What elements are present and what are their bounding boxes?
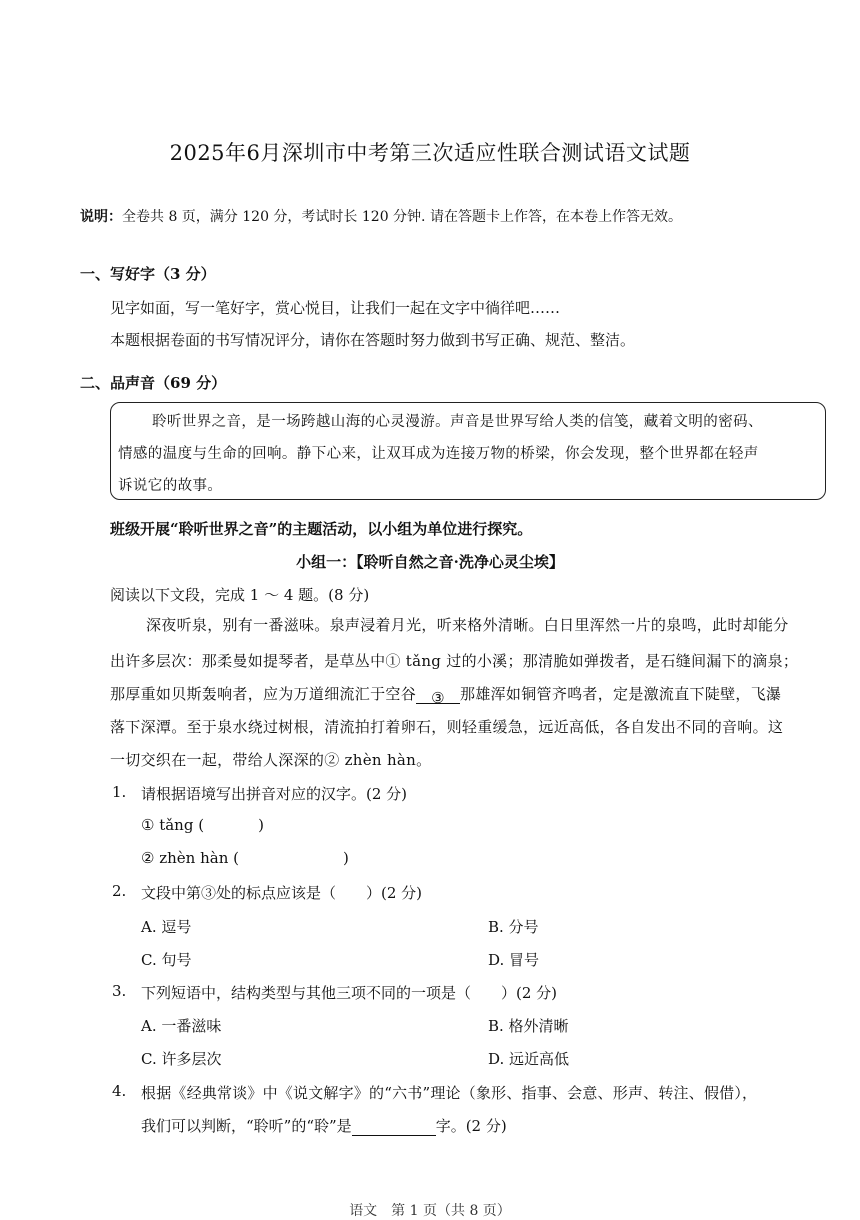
intro-box-line-3: 诉说它的故事。 — [118, 478, 223, 494]
passage-line-3b: 那雄浑如铜管齐鸣者，定是激流直下陡壁，飞瀑 — [460, 685, 782, 703]
blank-marker-3: ③ — [431, 689, 445, 707]
q2-text: 文段中第③处的标点应该是（ ）(2 分) — [141, 884, 423, 902]
q2-option-c: C. 句号 — [141, 951, 192, 969]
q3-option-a: A. 一番滋味 — [141, 1017, 222, 1035]
passage-line-5: 一切交织在一起，带给人深深的② zhèn hàn。 — [110, 751, 432, 769]
passage-line-3a: 那厚重如贝斯轰响者，应为万道细流汇于空谷 — [110, 685, 417, 703]
q3-option-d: D. 远近高低 — [488, 1050, 570, 1068]
q4-answer-blank — [352, 1121, 436, 1136]
q2-option-b: B. 分号 — [488, 918, 539, 936]
passage-line-2: 出许多层次：那柔曼如提琴者，是草丛中① tǎng 过的小溪；那清脆如弹拨者，是石缝间漏下的滴泉； — [110, 652, 799, 670]
q1-item-a-close: ) — [258, 816, 264, 834]
activity-intro: 班级开展“聆听世界之音”的主题活动，以小组为单位进行探究。 — [110, 520, 533, 538]
reading-instruction: 阅读以下文段，完成 1 ～ 4 题。(8 分) — [110, 586, 370, 604]
q1-item-b-close: ) — [342, 849, 349, 867]
q1-number: 1. — [112, 783, 127, 801]
q4-line-2b: 字。(2 分) — [435, 1117, 507, 1135]
section-1-line-2: 本题根据卷面的书写情况评分，请你在答题时努力做到书写正确、规范、整洁。 — [110, 331, 636, 349]
section-1-line-1: 见字如面，写一笔好字，赏心悦目，让我们一起在文字中徜徉吧…… — [110, 299, 561, 317]
q2-option-d: D. 冒号 — [488, 951, 540, 969]
passage-line-3 — [110, 683, 782, 707]
q1-item-b — [141, 849, 349, 867]
q3-option-b: B. 格外清晰 — [488, 1017, 569, 1035]
q4-number: 4. — [112, 1082, 127, 1100]
group-title: 小组一：【聆听自然之音·洗净心灵尘埃】 — [296, 553, 564, 571]
q3-text: 下列短语中，结构类型与其他三项不同的一项是（ ）(2 分) — [141, 984, 558, 1002]
q1-item-a — [141, 816, 264, 834]
q1-text: 请根据语境写出拼音对应的汉字。(2 分) — [141, 785, 408, 803]
q4-line-1: 根据《经典常谈》中《说文解字》的“六书”理论（象形、指事、会意、形声、转注、假借）， — [141, 1084, 758, 1102]
passage-line-4: 落下深潭。至于泉水绕过树根，清流拍打着卵石，则轻重缓急，远近高低，各自发出不同的音响。这 — [110, 718, 784, 736]
q3-option-c: C. 许多层次 — [141, 1050, 222, 1068]
section-1-heading: 一、写好字（3 分） — [80, 265, 216, 283]
punctuation-blank-3 — [416, 689, 460, 707]
instructions-text: 全卷共 8 页，满分 120 分，考试时长 120 分钟. 请在答题卡上作答，在本卷上作答无效。 — [122, 209, 682, 225]
q2-number: 2. — [112, 882, 127, 900]
instructions-label: 说明： — [80, 209, 122, 225]
q1-item-a-label: ① tǎng ( — [141, 816, 205, 834]
q2-option-a: A. 逗号 — [141, 918, 192, 936]
q3-number: 3. — [112, 982, 127, 1000]
q4-line-2a: 我们可以判断，“聆听”的“聆”是 — [141, 1117, 352, 1135]
exam-instructions — [80, 206, 682, 226]
intro-box-line-2: 情感的温度与生命的回响。静下心来，让双耳成为连接万物的桥梁，你会发现，整个世界都在轻声 — [118, 446, 759, 462]
intro-box-line-1: 聆听世界之音，是一场跨越山海的心灵漫游。声音是世界写给人类的信笺，藏着文明的密码、 — [152, 414, 763, 430]
page-footer: 语文 第 1 页（共 8 页） — [349, 1203, 511, 1219]
q4-line-2 — [141, 1115, 507, 1136]
q1-item-b-label: ② zhèn hàn ( — [141, 849, 239, 867]
passage-line-1: 深夜听泉，别有一番滋味。泉声浸着月光，听来格外清晰。白日里浑然一片的泉鸣，此时却能分 — [146, 616, 789, 634]
page-title: 2025年6月深圳市中考第三次适应性联合测试语文试题 — [169, 141, 691, 165]
section-2-heading: 二、品声音（69 分） — [80, 374, 227, 392]
